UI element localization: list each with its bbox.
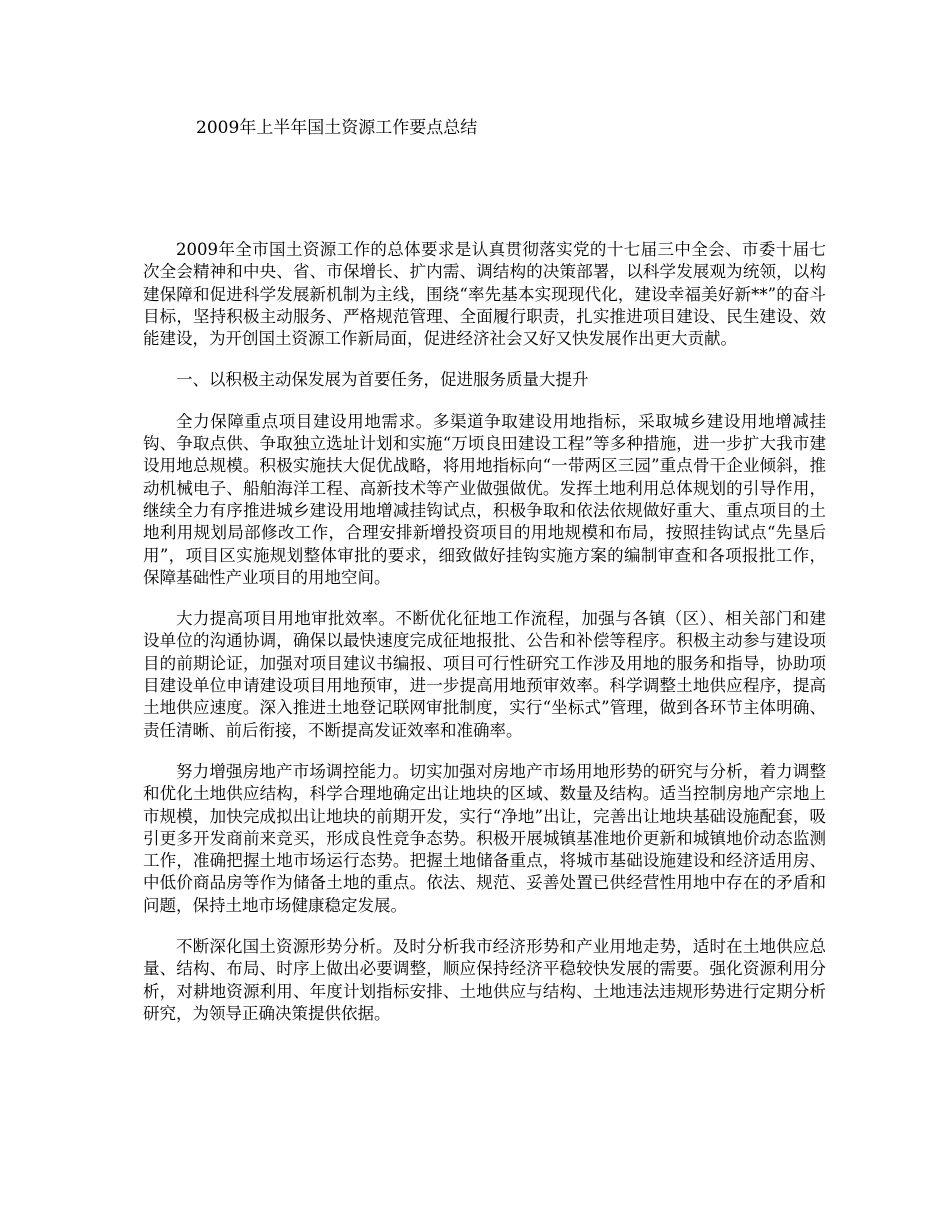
paragraph-approval-efficiency: 大力提高项目用地审批效率。不断优化征地工作流程，加强与各镇（区）、相关部门和建设单位的沟通协调，确保以最快速度完成征地报批、公告和补偿等程序。积极主动参与建设项目的前期论证，加强对项目建议书编报、项目可行性研究工作涉及用地的服务和指导，协助项目建设单位申请建设项目用地预审，进一步提高用地预审效率。科学调整土地供应程序，提高土地供应速度。深入推进土地登记联网审批制度，实行“坐标式”管理，做到各环节主体明确、责任清晰、前后衔接，不断提高发证效率和准确率。	[143, 609, 826, 740]
paragraph-real-estate-regulation: 努力增强房地产市场调控能力。切实加强对房地产市场用地形势的研究与分析，着力调整和优化土地供应结构，科学合理地确定出让地块的区域、数量及结构。适当控制房地产宗地上市规模，加快完成拟出让地块的前期开发，实行“净地”出让，完善出让地块基础设施配套，吸引更多开发商前来竞买，形成良性竞争态势。积极开展城镇基准地价更新和城镇地价动态监测工作，准确把握土地市场运行态势。把握土地储备重点，将城市基础设施建设和经济适用房、中低价商品房等作为储备土地的重点。依法、规范、妥善处置已供经营性用地中存在的矛盾和问题，保持土地市场健康稳定发展。	[143, 761, 826, 915]
document-body	[143, 239, 826, 1044]
section-heading-1: 一、以积极主动保发展为首要任务，促进服务质量大提升	[176, 370, 589, 390]
document-title: 2009年上半年国土资源工作要点总结	[196, 118, 478, 138]
paragraph-resource-analysis: 不断深化国土资源形势分析。及时分析我市经济形势和产业用地走势，适时在土地供应总量、结构、布局、时序上做出必要调整，顺应保持经济平稳较快发展的需要。强化资源利用分析，对耕地资源利用、年度计划指标安排、土地供应与结构、土地违法违规形势进行定期分析研究，为领导正确决策提供依据。	[143, 937, 826, 1023]
intro-paragraph: 2009年全市国土资源工作的总体要求是认真贯彻落实党的十七届三中全会、市委十届七次全会精神和中央、省、市保增长、扩内需、调结构的决策部署，以科学发展观为统领，以构建保障和促进科学发展新机制为主线，围绕“率先基本实现现代化，建设幸福美好新**”的奋斗目标，坚持积极主动服务、严格规范管理、全面履行职责，扎实推进项目建设、民生建设、效能建设，为开创国土资源工作新局面，促进经济社会又好又快发展作出更大贡献。	[143, 240, 826, 349]
paragraph-land-supply-guarantee: 全力保障重点项目建设用地需求。多渠道争取建设用地指标，采取城乡建设用地增减挂钩、争取点供、争取独立选址计划和实施“万顷良田建设工程”等多种措施，进一步扩大我市建设用地总规模。积极实施扶大促优战略，将用地指标向“一带两区三园”重点骨干企业倾斜，推动机械电子、船舶海洋工程、高新技术等产业做强做优。发挥土地利用总体规划的引导作用，继续全力有序推进城乡建设用地增减挂钩试点，积极争取和依法依规做好重大、重点项目的土地利用规划局部修改工作，合理安排新增投资项目的用地规模和布局，按照挂钩试点“先垦后用”，项目区实施规划整体审批的要求，细致做好挂钩实施方案的编制审查和各项报批工作，保障基础性产业项目的用地空间。	[143, 411, 826, 587]
